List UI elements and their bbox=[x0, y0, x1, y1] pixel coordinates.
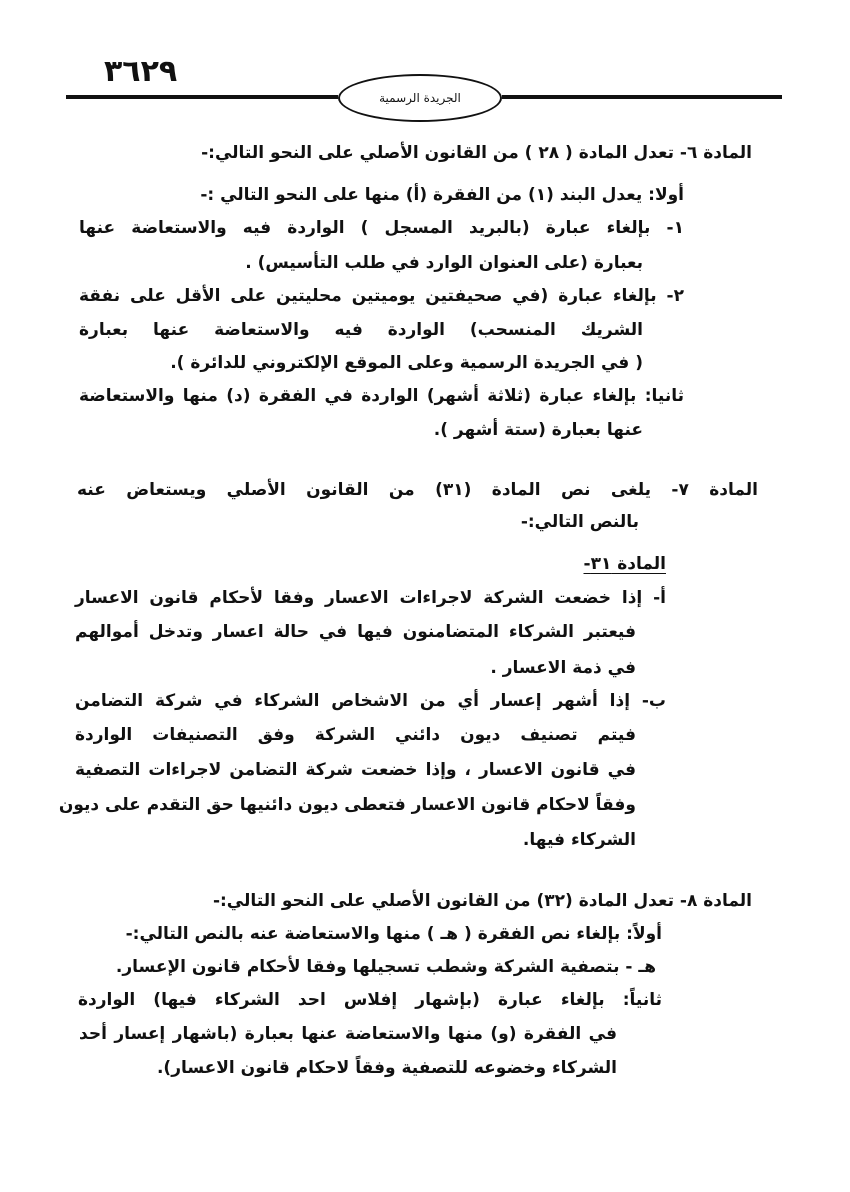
article-7-heading: المادة ٧- يلغى نص المادة (٣١) من القانون الأصلي ويستعاض عنه bbox=[77, 480, 758, 500]
article-8-clause-second: ثانياً: بإلغاء عبارة (بإشهار إفلاس احد الشركاء فيها) الواردة bbox=[78, 990, 662, 1010]
article-31-para-a: أ- إذا خضعت الشركة لاجراءات الاعسار وفقا لأحكام قانون الاعسار bbox=[75, 588, 666, 608]
article-6-item-2-cont: الشريك المنسحب) الواردة فيه والاستعاضة عنها بعبارة bbox=[79, 320, 643, 340]
article-31-title: المادة ٣١- bbox=[583, 554, 666, 574]
page-number: ٣٦٢٩ bbox=[104, 54, 178, 89]
article-6-clause-second: ثانيا: بإلغاء عبارة (ثلاثة أشهر) الواردة في الفقرة (د) منها والاستعاضة bbox=[79, 386, 684, 406]
header-rule-right bbox=[502, 95, 782, 99]
article-8-clause-second-cont2: الشركاء وخضوعه للتصفية وفقاً لاحكام قانون الاعسار). bbox=[156, 1058, 617, 1078]
article-6-item-1-cont: بعبارة (على العنوان الوارد في طلب التأسيس) . bbox=[245, 253, 643, 273]
article-6-clause-first: أولا: يعدل البند (١) من الفقرة (أ) منها على النحو التالي :- bbox=[200, 185, 684, 205]
gazette-name: الجريدة الرسمية bbox=[379, 91, 461, 105]
article-8-clause-first: أولاً: بإلغاء نص الفقرة ( هـ ) منها والاستعاضة عنه بالنص التالي:- bbox=[125, 924, 662, 944]
header-rule-left bbox=[66, 95, 338, 99]
article-6-item-2-cont2: ( في الجريدة الرسمية وعلى الموقع الإلكتروني للدائرة ). bbox=[170, 353, 643, 373]
article-6-item-1: ١- بإلغاء عبارة (بالبريد المسجل ) الواردة فيه والاستعاضة عنها bbox=[79, 218, 684, 238]
article-6-clause-second-cont: عنها بعبارة (ستة أشهر ). bbox=[433, 420, 643, 440]
article-31-para-a-cont: فيعتبر الشركاء المتضامنون فيها في حالة اعسار وتدخل أموالهم bbox=[75, 622, 636, 642]
gazette-header-badge bbox=[338, 74, 502, 122]
article-31-para-b-cont3: وفقاً لاحكام قانون الاعسار فتعطى ديون دائنيها حق التقدم على ديون bbox=[58, 795, 636, 815]
article-31-para-b-cont4: الشركاء فيها. bbox=[522, 830, 636, 850]
article-31-para-a-cont2: في ذمة الاعسار . bbox=[490, 658, 636, 678]
article-31-para-b: ب- إذا أشهر إعسار أي من الاشخاص الشركاء في شركة التضامن bbox=[75, 691, 666, 711]
article-8-heading: المادة ٨- تعدل المادة (٣٢) من القانون الأصلي على النحو التالي:- bbox=[212, 891, 752, 911]
article-8-clause-first-text: هـ - بتصفية الشركة وشطب تسجيلها وفقا لأحكام قانون الإعسار. bbox=[115, 957, 656, 977]
article-31-para-b-cont: فيتم تصنيف ديون دائني الشركة وفق التصنيفات الواردة bbox=[75, 725, 636, 745]
article-6-heading: المادة ٦- تعدل المادة ( ٢٨ ) من القانون الأصلي على النحو التالي:- bbox=[201, 143, 752, 163]
article-31-para-b-cont2: في قانون الاعسار ، وإذا خضعت شركة التضامن لاجراءات التصفية bbox=[75, 760, 636, 780]
article-7-heading-cont: بالنص التالي:- bbox=[520, 512, 639, 532]
article-6-item-2: ٢- بإلغاء عبارة (في صحيفتين يوميتين محليتين على الأقل على نفقة bbox=[79, 286, 684, 306]
article-8-clause-second-cont: في الفقرة (و) منها والاستعاضة عنها بعبارة (باشهار إعسار أحد bbox=[79, 1024, 617, 1044]
